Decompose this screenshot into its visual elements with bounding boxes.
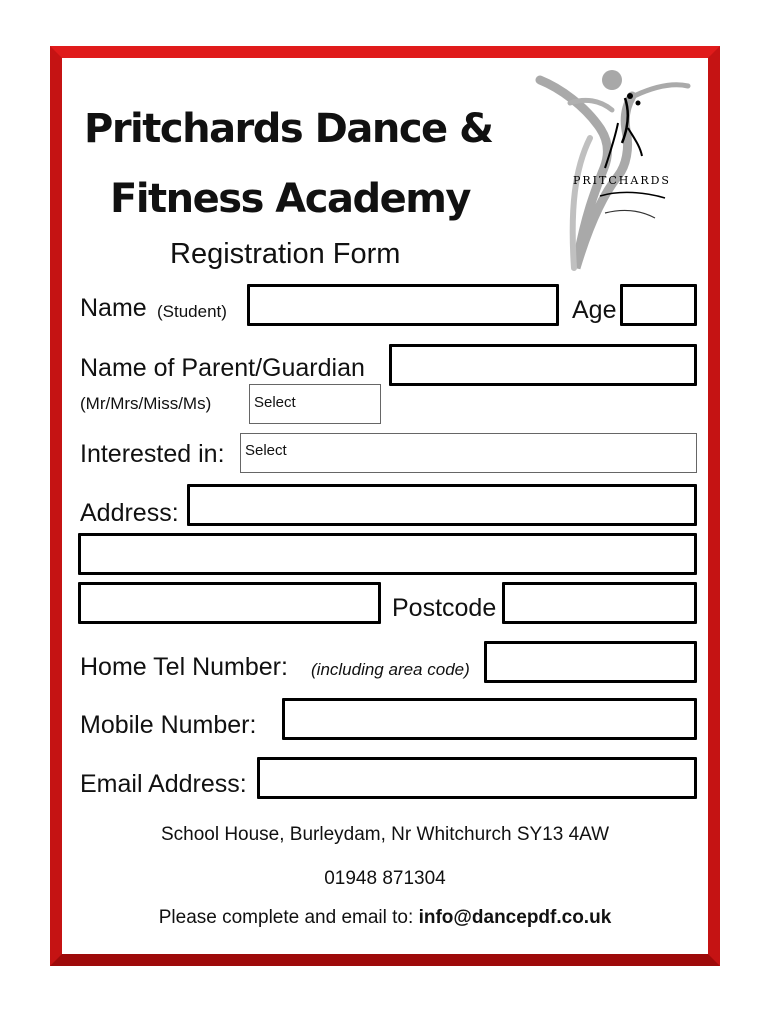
email-input[interactable] bbox=[257, 757, 697, 799]
footer-instruction-line bbox=[62, 907, 708, 929]
age-label: Age bbox=[572, 296, 617, 324]
postcode-input[interactable] bbox=[502, 582, 697, 624]
interested-label: Interested in: bbox=[80, 440, 225, 468]
footer-instruction: Please complete and email to: bbox=[158, 907, 414, 928]
parent-name-input[interactable] bbox=[389, 344, 697, 386]
academy-title-line2: Fitness Academy bbox=[110, 176, 470, 222]
student-name-input[interactable] bbox=[247, 284, 559, 326]
mobile-label: Mobile Number: bbox=[80, 711, 257, 739]
home-tel-input[interactable] bbox=[484, 641, 697, 683]
address-line2-input[interactable] bbox=[78, 533, 697, 575]
name-label: Name bbox=[80, 294, 147, 322]
home-tel-hint: (including area code) bbox=[311, 660, 470, 679]
name-hint: (Student) bbox=[157, 302, 227, 321]
age-input[interactable] bbox=[620, 284, 697, 326]
parent-name-label: Name of Parent/Guardian bbox=[80, 354, 365, 382]
form-subtitle: Registration Form bbox=[170, 238, 401, 270]
academy-title-line1: Pritchards Dance & bbox=[84, 106, 493, 152]
pritchards-logo bbox=[530, 68, 695, 278]
postcode-label: Postcode bbox=[392, 594, 497, 622]
title-hint: (Mr/Mrs/Miss/Ms) bbox=[80, 394, 212, 413]
address-line3-input[interactable] bbox=[78, 582, 381, 624]
footer-phone: 01948 871304 bbox=[324, 868, 446, 889]
dancer-figure-icon bbox=[540, 70, 688, 268]
home-tel-label: Home Tel Number: bbox=[80, 653, 288, 681]
title-select[interactable]: Select bbox=[249, 384, 381, 424]
footer-address: School House, Burleydam, Nr Whitchurch SY13 4AW bbox=[160, 824, 610, 845]
email-label: Email Address: bbox=[80, 770, 247, 798]
footer-email-link[interactable]: info@dancepdf.co.uk bbox=[418, 907, 612, 928]
interested-select[interactable]: Select bbox=[240, 433, 697, 473]
address-line1-input[interactable] bbox=[187, 484, 697, 526]
address-label: Address: bbox=[80, 499, 179, 527]
mobile-input[interactable] bbox=[282, 698, 697, 740]
logo-wordmark: PRITCHARDS bbox=[573, 174, 671, 187]
